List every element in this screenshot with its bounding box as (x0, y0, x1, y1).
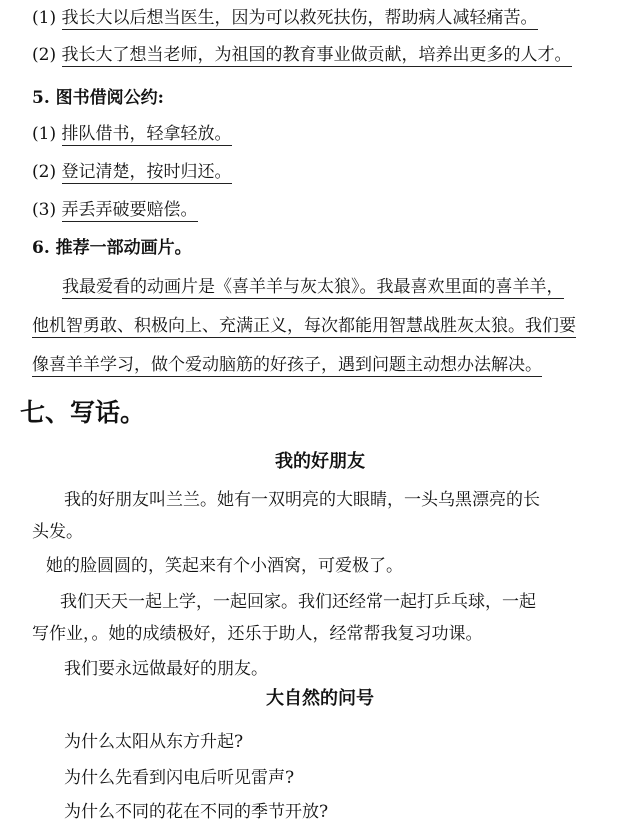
q6-answer-line-1 (62, 275, 564, 299)
q5-answer-3 (32, 198, 198, 222)
essay-2-question-2: 为什么先看到闪电后听见雷声? (64, 768, 295, 788)
essay-2-title: 大自然的问号 (266, 688, 374, 709)
essay-1-p4: 我们要永远做最好的朋友。 (64, 659, 268, 679)
q5-answer-2-number: (2) (32, 162, 57, 182)
q6-heading: 6. 推荐一部动画片。 (32, 238, 192, 258)
q4-answer-2-number: (2) (32, 45, 57, 65)
essay-1-title: 我的好朋友 (275, 451, 365, 472)
q4-answer-1 (32, 6, 538, 30)
q4-answer-2 (32, 43, 572, 67)
essay-1-p3-line-2: 写作业，。她的成绩极好，还乐于助人，经常帮我复习功课。 (32, 624, 483, 644)
essay-1-p3-line-1: 我们天天一起上学，一起回家。我们还经常一起打乒乓球，一起 (60, 592, 536, 612)
q6-answer-line-3 (32, 353, 542, 377)
section-7-title: 七、写话。 (20, 398, 146, 427)
q5-answer-3-number: (3) (32, 200, 57, 220)
q6-answer-line-2 (32, 314, 576, 338)
q5-answer-3-text: 弄丢弄破要赔偿。 (61, 200, 198, 220)
q6-answer-line-1-text: 我最爱看的动画片是《喜羊羊与灰太狼》。我最喜欢里面的喜羊羊， (62, 277, 564, 297)
q6-answer-line-3-text: 像喜羊羊学习，做个爱动脑筋的好孩子，遇到问题主动想办法解决。 (32, 355, 542, 375)
q6-answer-line-2-text: 他机智勇敢、积极向上、充满正义，每次都能用智慧战胜灰太狼。我们要 (32, 316, 576, 336)
essay-1-p1-line-2: 头发。 (32, 522, 83, 542)
q4-answer-2-text: 我长大了想当老师，为祖国的教育事业做贡献，培养出更多的人才。 (61, 45, 572, 65)
q5-answer-2 (32, 160, 232, 184)
q4-answer-1-number: (1) (32, 8, 57, 28)
essay-1-p2: 她的脸圆圆的，笑起来有个小酒窝，可爱极了。 (46, 556, 403, 576)
q4-answer-1-text: 我长大以后想当医生，因为可以救死扶伤，帮助病人减轻痛苦。 (61, 8, 538, 28)
essay-1-p1-line-1: 我的好朋友叫兰兰。她有一双明亮的大眼睛，一头乌黑漂亮的长 (64, 490, 540, 510)
q5-heading: 5. 图书借阅公约: (32, 88, 164, 108)
essay-2-question-1: 为什么太阳从东方升起? (64, 732, 244, 752)
q5-answer-1-number: (1) (32, 124, 57, 144)
essay-2-question-3: 为什么不同的花在不同的季节开放? (64, 802, 329, 822)
q5-answer-1 (32, 122, 232, 146)
q5-answer-1-text: 排队借书，轻拿轻放。 (61, 124, 232, 144)
q5-answer-2-text: 登记清楚，按时归还。 (61, 162, 232, 182)
